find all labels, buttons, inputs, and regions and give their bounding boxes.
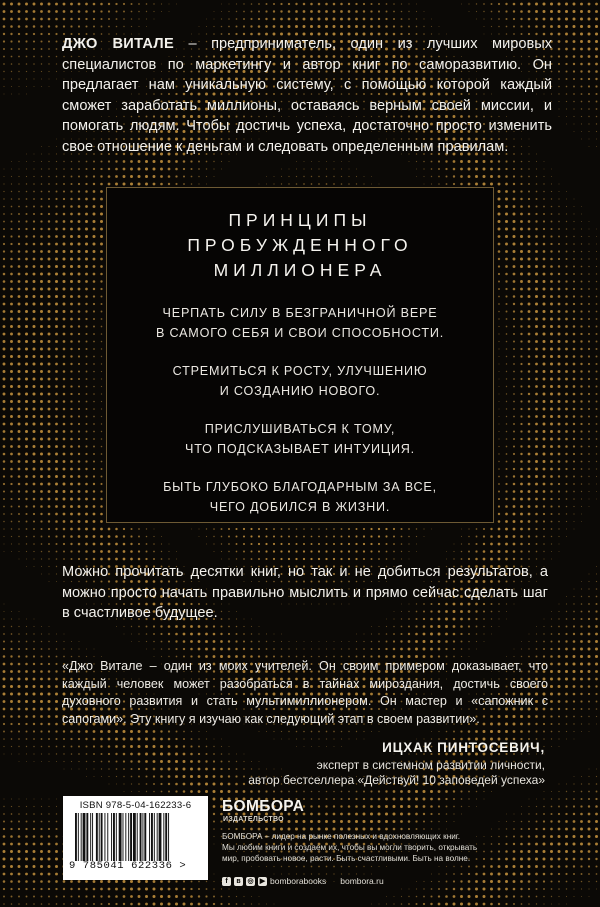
publisher-social-links: [222, 876, 384, 886]
publisher-description: БОМБОРА – лидер на рынке полезных и вдохновляющих книг. Мы любим книги и создаем их, чтобы вы могли творить, открывать мир, пробовать новое, расти. Быть счастливыми. Быть на волне.: [222, 832, 478, 863]
principles-list: [107, 303, 493, 517]
author-name-intro: ДЖО ВИТАЛЕ: [62, 36, 174, 52]
summary-paragraph: Можно прочитать десятки книг, но так и не добиться результатов, а можно просто начать правильно мыслить и прямо сейчас сделать шаг в счастливое будущее.: [62, 564, 548, 621]
publisher-subtitle: ИЗДАТЕЛЬСТВО: [223, 816, 284, 823]
youtube-icon: ▶: [259, 877, 266, 885]
principles-title-line-1: ПРИНЦИПЫ: [228, 210, 372, 230]
barcode-box: [63, 796, 208, 880]
principle-item-2: СТРЕМИТЬСЯ К РОСТУ, УЛУЧШЕНИЮ И СОЗДАНИЮ НОВОГО.: [172, 364, 428, 398]
author-intro-text: – предприниматель, один из лучших мировых специалистов по маркетингу и автор книг по саморазвитию. Он предлагает нам уникальную систему, с помощью которой каждый сможет заработать миллионы, оставаясь верным своей миссии, и помогать людям. Чтобы достичь успеха, достаточно просто изменить свое отношение к деньгам и следовать определенным правилам.: [62, 36, 552, 155]
instagram-icon: ◎: [247, 877, 254, 885]
facebook-icon: f: [222, 877, 231, 886]
website-link[interactable]: bombora.ru: [340, 876, 384, 886]
social-handle: bomborabooks: [270, 876, 327, 886]
principle-item-4: БЫТЬ ГЛУБОКО БЛАГОДАРНЫМ ЗА ВСЕ, ЧЕГО ДОБИЛСЯ В ЖИЗНИ.: [163, 480, 437, 514]
principles-title-line-2: ПРОБУЖДЕННОГО: [187, 235, 413, 255]
author-intro-paragraph: [62, 34, 552, 157]
principles-title: [107, 208, 493, 283]
endorsement-quote: «Джо Витале – один из моих учителей. Он своим примером доказывает, что каждый человек может разобраться в тайнах мироздания, достичь своего духовного развития и стать мультимиллионером. Он мастер и «сапожник с сапогами». Эту книгу я изучаю как следующий этап в своем развитии».: [62, 659, 548, 726]
vk-icon: в: [234, 877, 243, 886]
barcode-bars: [69, 813, 202, 861]
barcode-digits: 9 785041 622336 >: [69, 860, 187, 872]
principle-item-3: ПРИСЛУШИВАТЬСЯ К ТОМУ, ЧТО ПОДСКАЗЫВАЕТ ИНТУИЦИЯ.: [185, 422, 415, 456]
publisher-logo: БОМБОРА: [222, 798, 305, 815]
isbn-label: ISBN 978-5-04-162233-6: [79, 800, 192, 811]
endorsement-author: ИЦХАК ПИНТОСЕВИЧ,: [382, 740, 545, 755]
principle-item-1: ЧЕРПАТЬ СИЛУ В БЕЗГРАНИЧНОЙ ВЕРЕ В САМОГО СЕБЯ И СВОИ СПОСОБНОСТИ.: [155, 306, 445, 340]
principles-title-line-3: МИЛЛИОНЕРА: [213, 260, 387, 280]
endorsement-author-bio: эксперт в системном развитии личности, автор бестселлера «Действуй! 10 заповедей успеха»: [248, 758, 545, 787]
principles-box: [106, 187, 494, 523]
